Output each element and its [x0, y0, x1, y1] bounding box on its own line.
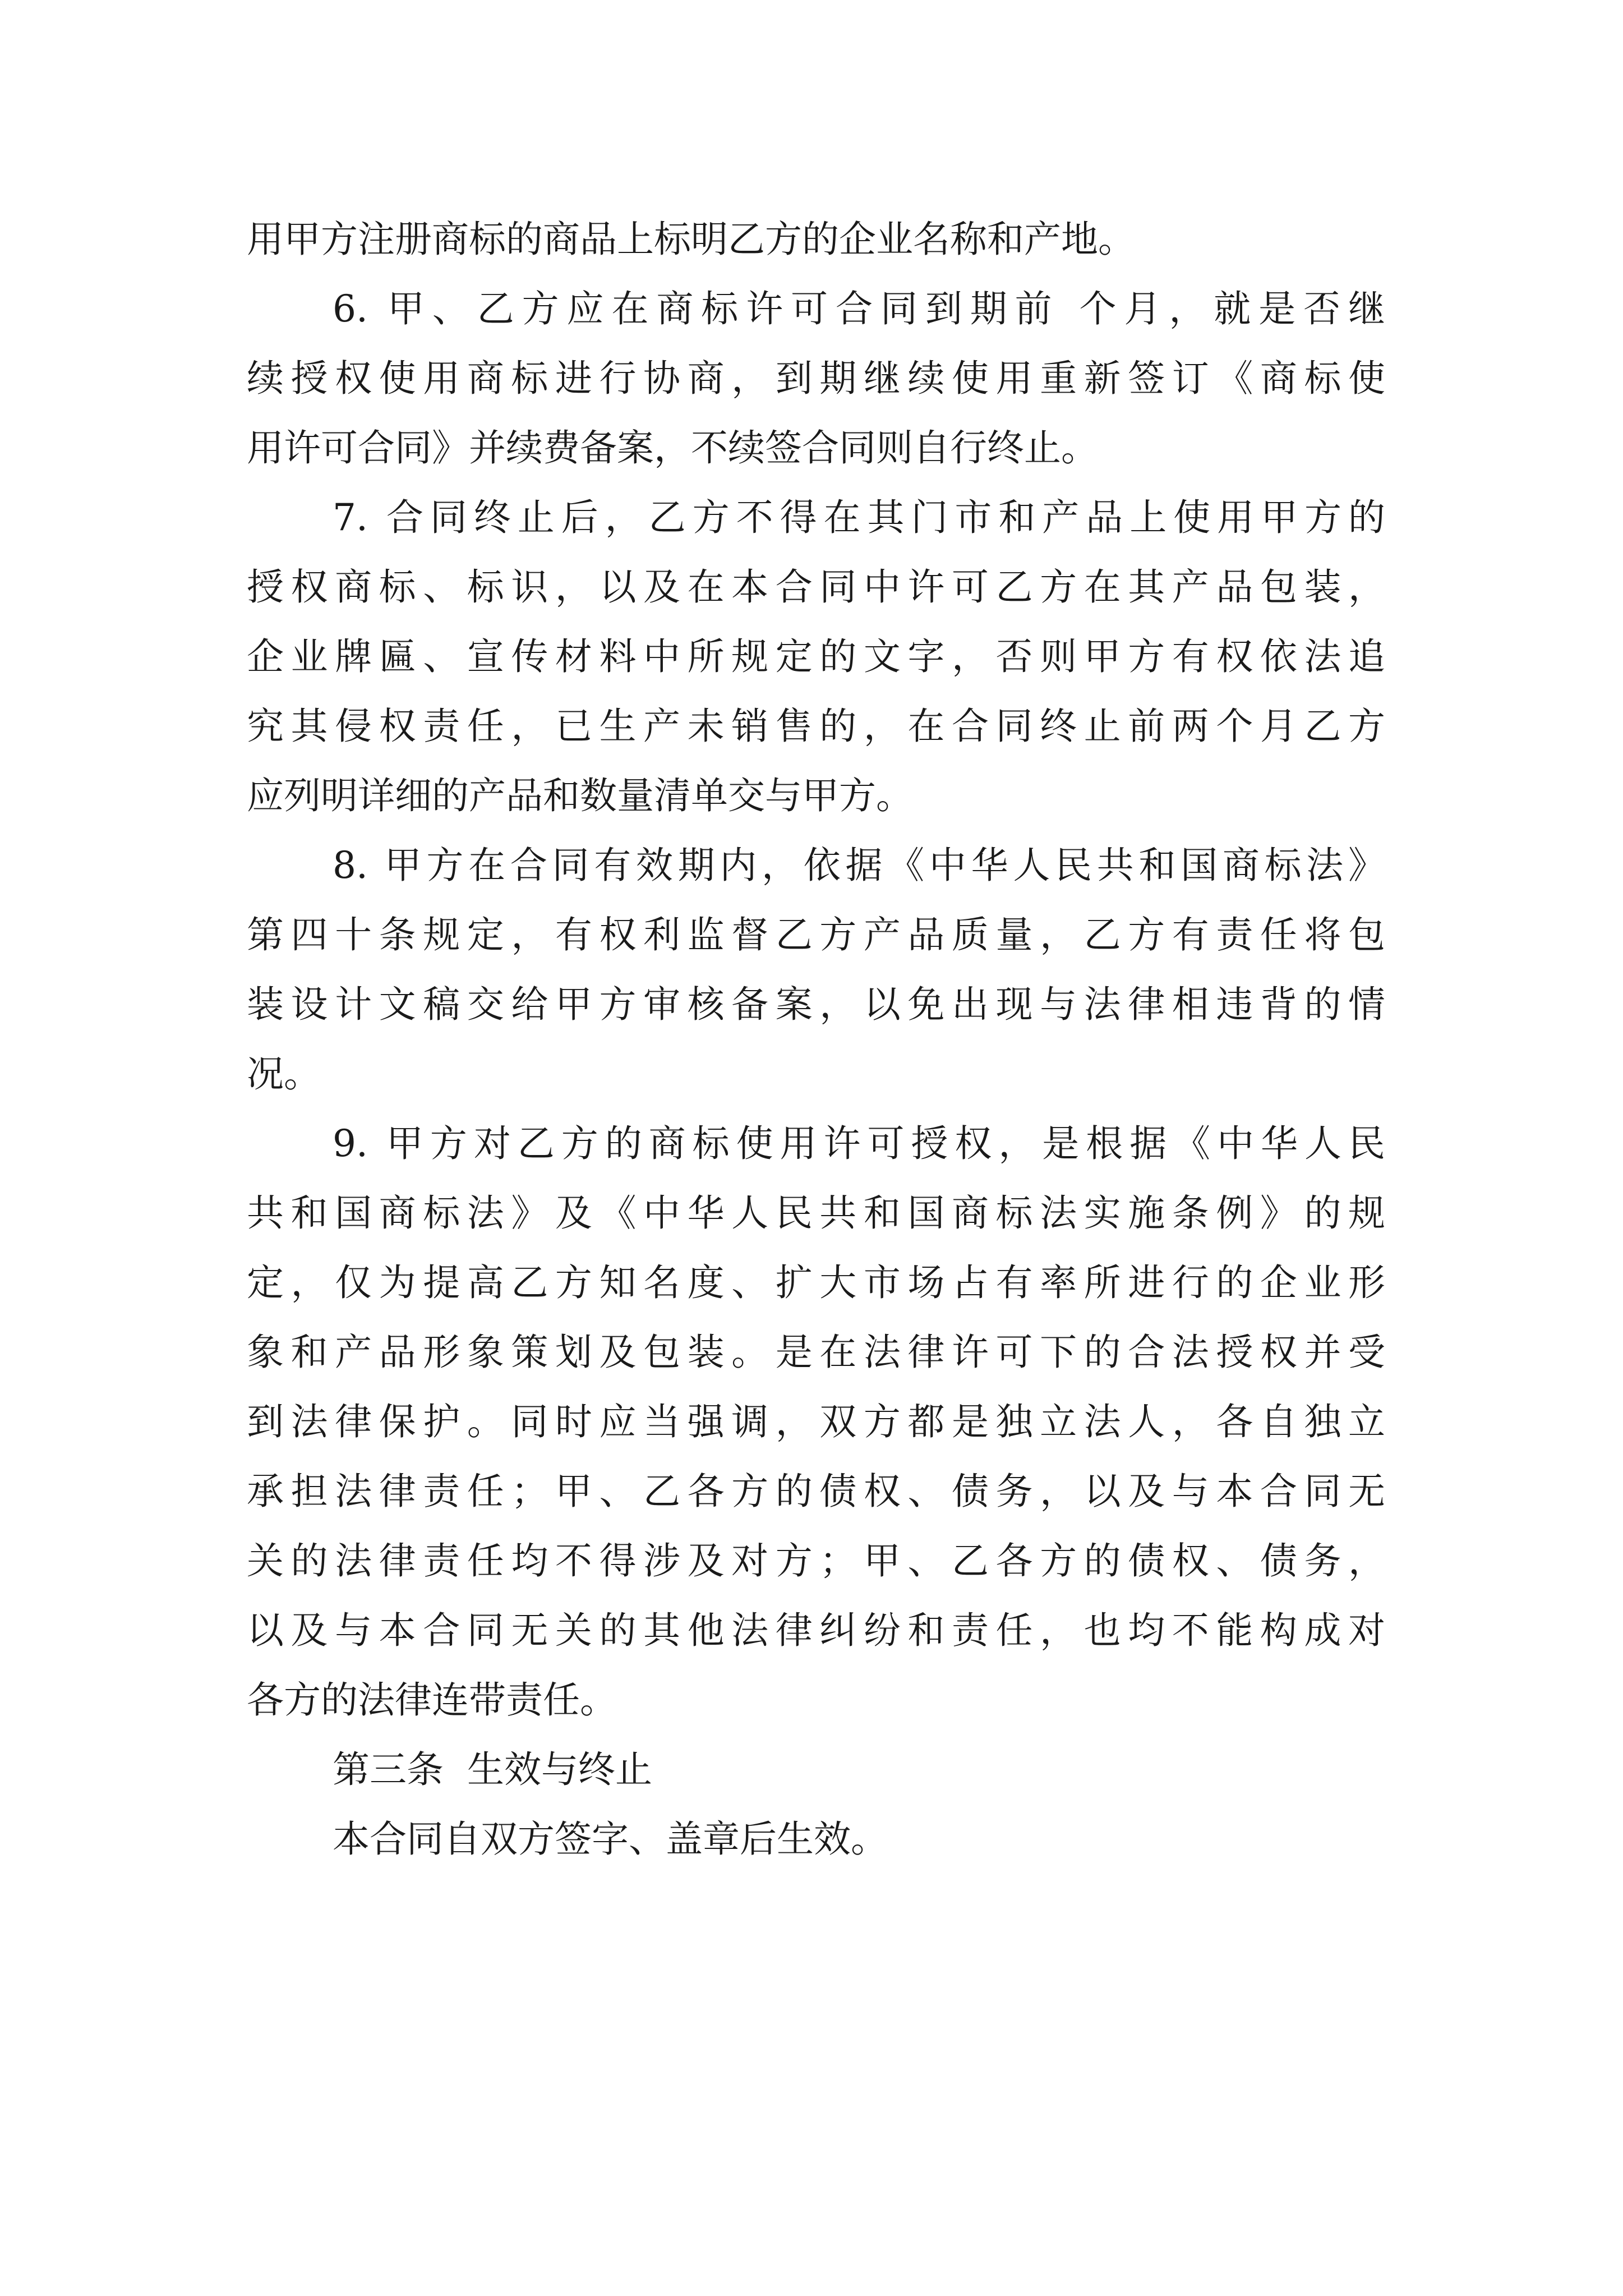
text-line: 用许可合同》并续费备案，不续签合同则自行终止。: [247, 426, 1098, 470]
paragraph-5-tail: [247, 205, 1385, 274]
text-line: 况。: [247, 1052, 321, 1096]
document-body: [247, 205, 1385, 1874]
text-line: 授权商标、标识，以及在本合同中许可乙方在其产品包装，: [247, 565, 1385, 609]
paragraph-8: [247, 831, 1385, 1109]
text-line: 究其侵权责任，已生产未销售的，在合同终止前两个月乙方: [247, 705, 1385, 748]
text-line: 第四十条规定，有权利监督乙方产品质量，乙方有责任将包: [247, 913, 1385, 956]
text-line: 7. 合同终止后，乙方不得在其门市和产品上使用甲方的: [333, 496, 1385, 539]
paragraph-9: [247, 1109, 1385, 1735]
text-line: 定，仅为提高乙方知名度、扩大市场占有率所进行的企业形: [247, 1261, 1385, 1304]
text-line: 续授权使用商标进行协商，到期继续使用重新签订《商标使: [247, 357, 1385, 400]
text-line: 企业牌匾、宣传材料中所规定的文字，否则甲方有权依法追: [247, 635, 1385, 678]
text-line: 6. 甲、乙方应在商标许可合同到期前 个月，就是否继: [333, 287, 1385, 330]
text-line: 本合同自双方签字、盖章后生效。: [333, 1818, 888, 1861]
text-line: 到法律保护。同时应当强调，双方都是独立法人，各自独立: [247, 1400, 1385, 1443]
text-line: 象和产品形象策划及包装。是在法律许可下的合法授权并受: [247, 1331, 1385, 1374]
text-line: 应列明详细的产品和数量清单交与甲方。: [247, 774, 913, 817]
text-line: 各方的法律连带责任。: [247, 1678, 617, 1722]
text-line: 用甲方注册商标的商品上标明乙方的企业名称和产地。: [247, 218, 1135, 261]
paragraph-7: [247, 483, 1385, 831]
article-3-body: [247, 1805, 1385, 1874]
text-line: 共和国商标法》及《中华人民共和国商标法实施条例》的规: [247, 1191, 1385, 1235]
text-line: 8. 甲方在合同有效期内，依据《中华人民共和国商标法》: [333, 844, 1385, 887]
text-line: 以及与本合同无关的其他法律纠纷和责任，也均不能构成对: [247, 1609, 1385, 1652]
paragraph-6: [247, 274, 1385, 483]
text-line: 9. 甲方对乙方的商标使用许可授权，是根据《中华人民: [333, 1122, 1385, 1165]
text-line: 承担法律责任；甲、乙各方的债权、债务，以及与本合同无: [247, 1470, 1385, 1513]
article-3-heading: [247, 1735, 1385, 1805]
text-line: 装设计文稿交给甲方审核备案，以免出现与法律相违背的情: [247, 983, 1385, 1026]
section-heading: 第三条 生效与终止: [333, 1748, 652, 1791]
text-line: 关的法律责任均不得涉及对方；甲、乙各方的债权、债务，: [247, 1539, 1385, 1582]
